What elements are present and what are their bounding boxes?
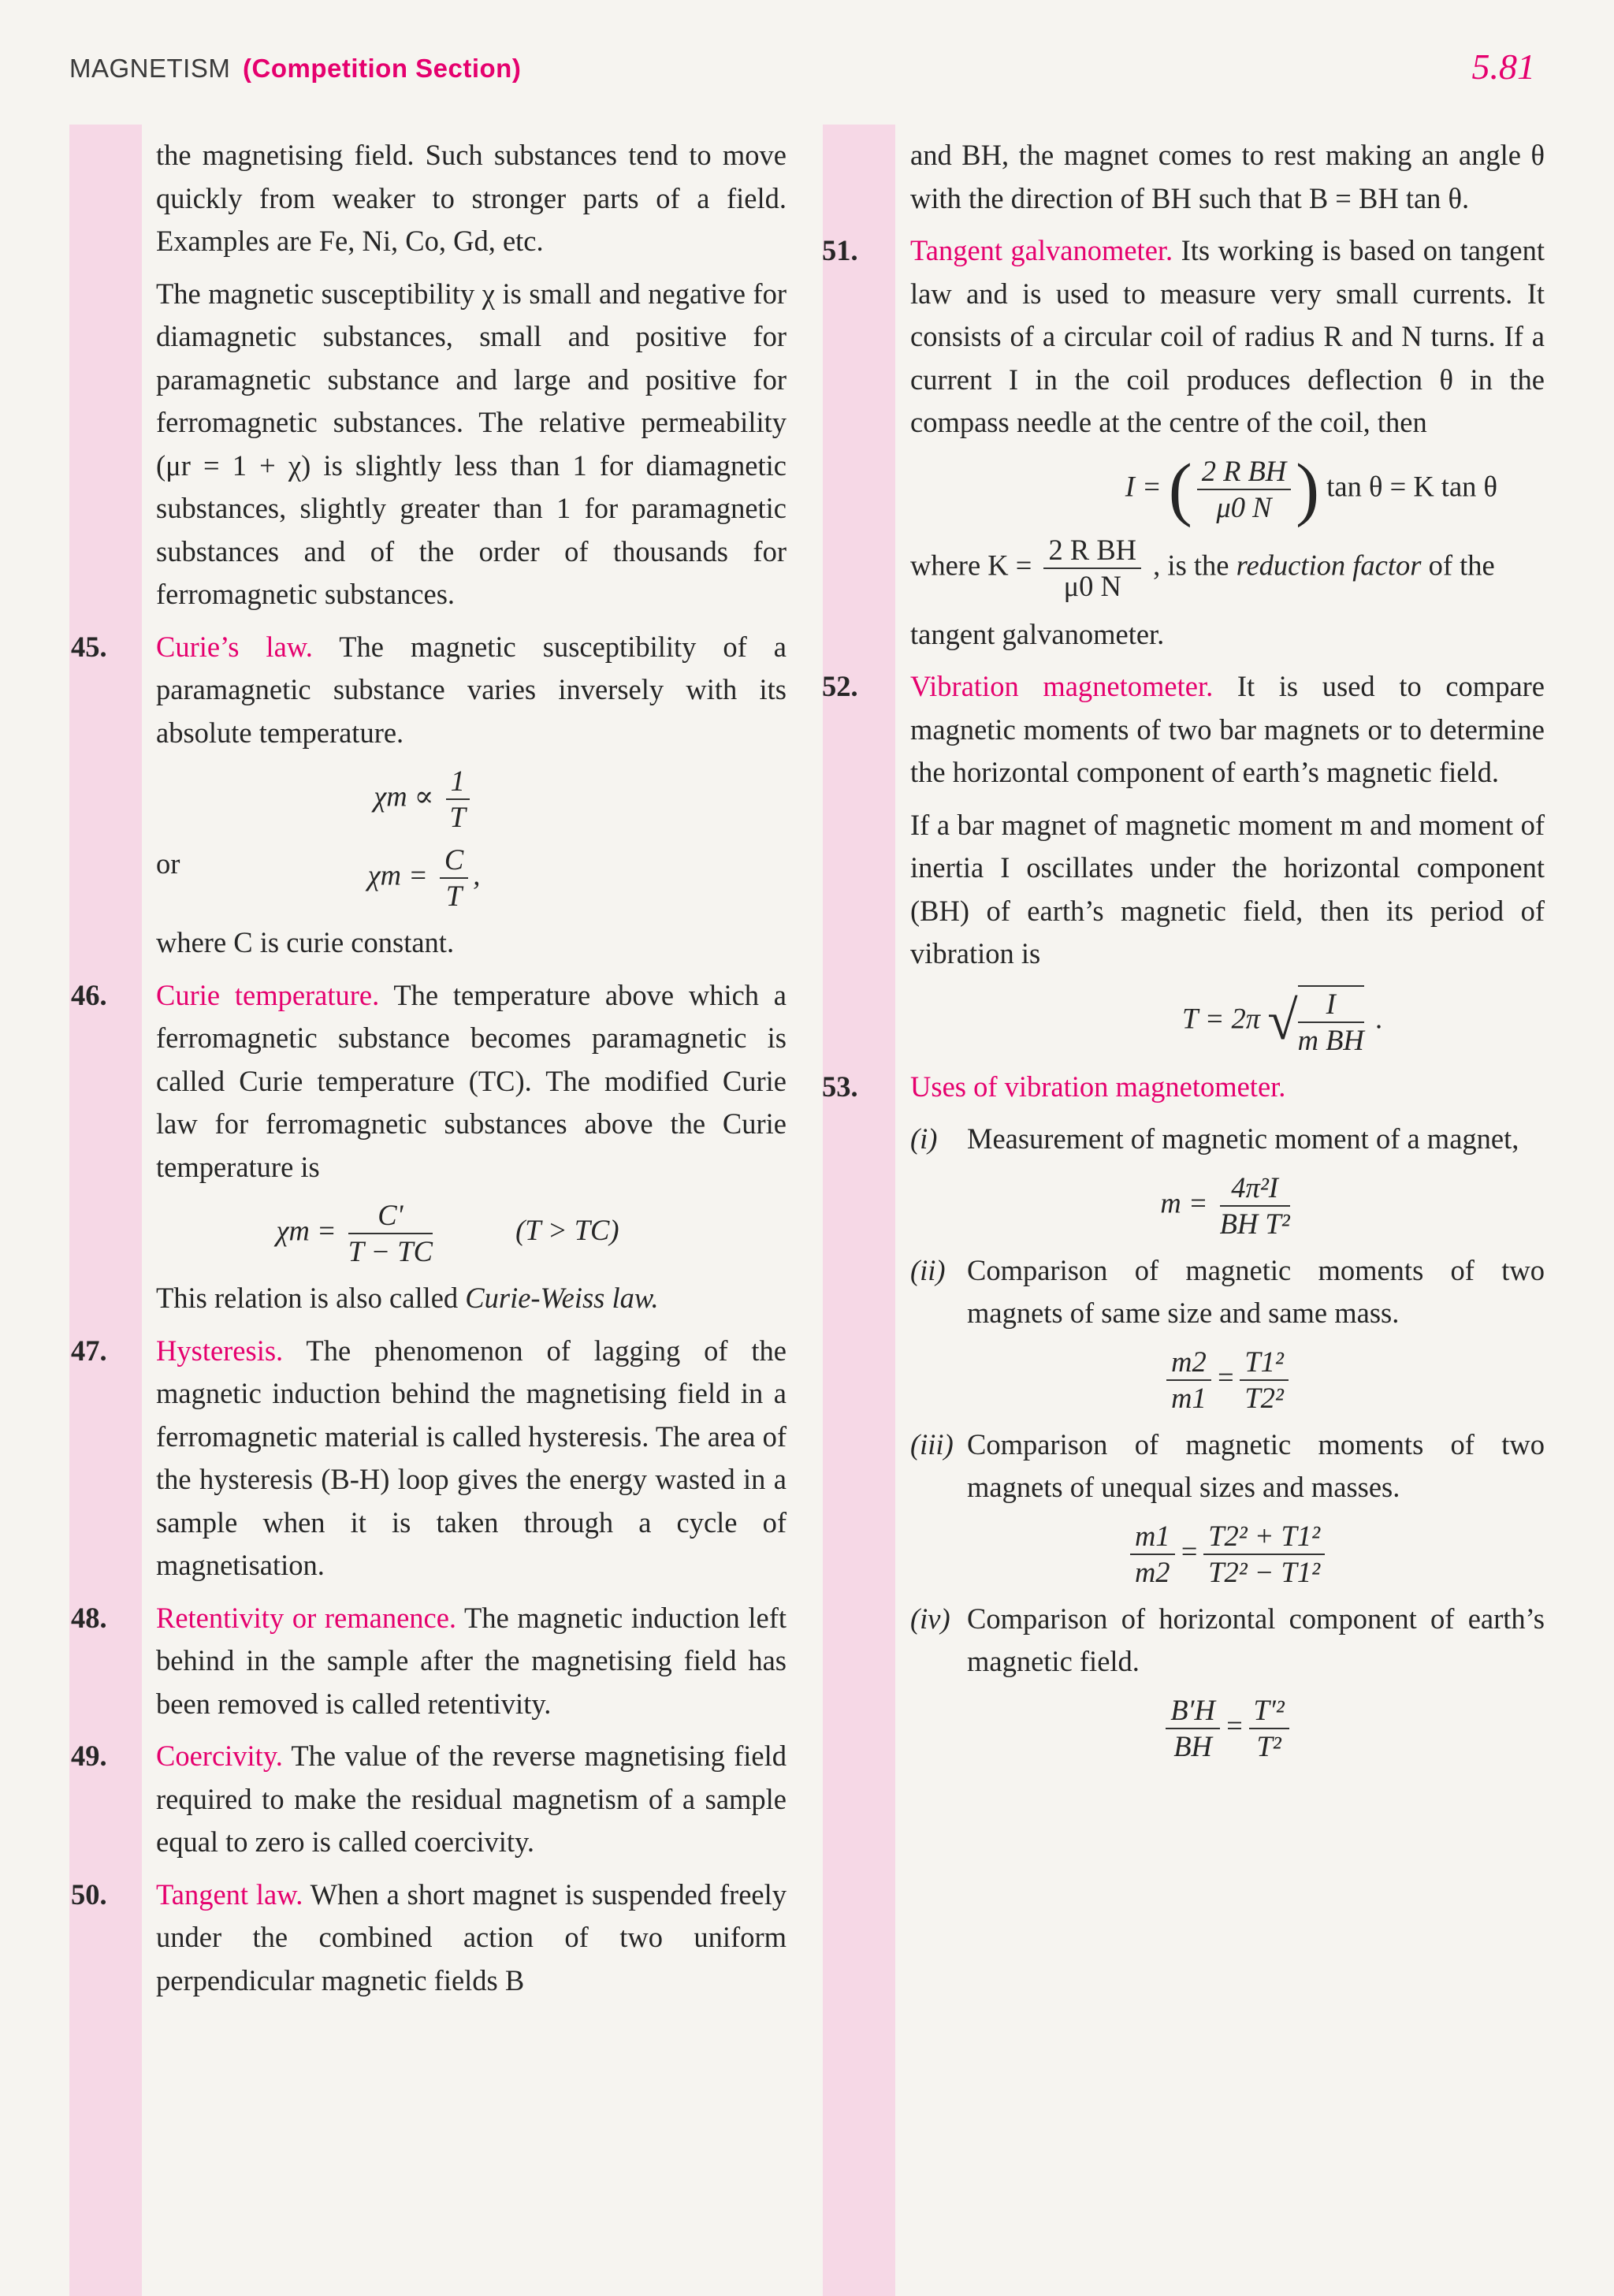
roman-numeral: (iii)	[910, 1427, 954, 1461]
use-text: Measurement of magnetic moment of a magnet,	[967, 1122, 1519, 1155]
use-1	[910, 1118, 1545, 1161]
eq-lhs: χm ∝	[374, 780, 434, 813]
item-number: 52.	[822, 670, 858, 702]
item-number: 49.	[71, 1740, 107, 1772]
equals-sign: =	[1224, 1708, 1244, 1741]
item-text: The value of the reverse magnetising field required to make the residual magnetism of a sample equal to zero is called coercivity.	[156, 1740, 787, 1858]
item-number: 46.	[71, 978, 107, 1011]
item-45	[71, 626, 787, 755]
paragraph-intro: the magnetising field. Such substances tend to move quickly from weaker to stronger parts of a field. Examples are Fe, Ni, Co, Gd, etc.	[156, 139, 787, 257]
equation-moment-ratio-unequal	[910, 1519, 1545, 1590]
right-paren: )	[1296, 449, 1320, 528]
numerator: T′²	[1249, 1693, 1289, 1729]
item-48	[71, 1597, 787, 1726]
equation-moment-ratio-same	[910, 1345, 1545, 1416]
item-51	[822, 229, 1545, 445]
fraction	[1043, 533, 1141, 604]
item-text: The magnetic susceptibility of a paramagnetic substance varies inversely with its absolute temperature.	[156, 630, 787, 749]
reduction-factor-term: reduction factor	[1236, 548, 1422, 581]
reduction-factor-end: tangent galvanometer.	[910, 617, 1165, 650]
denominator: T	[449, 801, 466, 833]
numerator: T1²	[1240, 1345, 1289, 1381]
equation-curie-law: or χm = $\frac{C}{T}$ ,	[156, 843, 481, 912]
item-term: Curie’s law.	[156, 630, 313, 663]
item-text: The temperature above which a ferromagnetic substance becomes paramagnetic is called Curie temperature (TC). The modified Curie law for ferromagnetic substances above the Curie temperature is	[156, 978, 787, 1183]
item-term: Vibration magnetometer.	[910, 670, 1214, 702]
item-49	[71, 1735, 787, 1864]
item-47	[71, 1330, 787, 1587]
fraction-left	[1166, 1345, 1211, 1416]
roman-numeral: (i)	[910, 1122, 938, 1155]
use-text: Comparison of magnetic moments of two magnets of same size and same mass.	[967, 1253, 1545, 1329]
denominator: μ0 N	[1216, 490, 1272, 523]
or-label: or	[156, 847, 180, 880]
numerator: 4π²I	[1220, 1170, 1290, 1207]
eq-rhs: tan θ = K tan θ	[1326, 469, 1497, 502]
equation-curie-weiss	[109, 1198, 787, 1269]
denominator: T2² − T1²	[1208, 1555, 1321, 1588]
fraction	[446, 764, 470, 835]
item-46	[71, 974, 787, 1189]
item-term: Tangent law.	[156, 1877, 303, 1911]
numerator: 2 R BH	[1197, 454, 1291, 490]
numerator: C'	[348, 1198, 433, 1234]
fraction	[1197, 454, 1291, 525]
denominator: T2²	[1244, 1381, 1284, 1414]
right-column	[822, 134, 1545, 1772]
item-number: 53.	[822, 1070, 858, 1103]
fraction-right	[1249, 1693, 1289, 1764]
item-term: Uses of vibration magnetometer.	[910, 1070, 1286, 1103]
item-term: Curie temperature.	[156, 978, 380, 1011]
item-term: Tangent galvanometer.	[910, 234, 1173, 266]
item-term: Coercivity.	[156, 1740, 283, 1772]
chapter-title: MAGNETISM	[69, 54, 231, 83]
paragraph-52b: If a bar magnet of magnetic moment m and moment of inertia I oscillates under the horizontal component (BH) of earth’s magnetic field, then its period of vibration is	[910, 808, 1545, 969]
use-text: Comparison of magnetic moments of two magnets of unequal sizes and masses.	[967, 1427, 1545, 1503]
denominator: T − TC	[348, 1235, 433, 1267]
note-text: This relation is also called	[156, 1282, 459, 1314]
item-text: When a short magnet is suspended freely under the combined action of two uniform perpendicular magnetic fields B	[156, 1877, 787, 1996]
item-number: 48.	[71, 1601, 107, 1634]
left-column	[71, 134, 787, 2011]
paragraph-susceptibility: The magnetic susceptibility χ is small and negative for diamagnetic substances, small and positive for paramagnetic substance and large and positive for ferromagnetic substances. The relative permeability (μr = 1 + χ) is slightly less than 1 for diamagnetic substances, slightly greater than 1 for paramagnetic substances and of the order of thousands for ferromagnetic substances.	[156, 277, 787, 610]
fraction	[348, 1198, 433, 1269]
page-number: 5.81	[1471, 47, 1535, 87]
use-2	[910, 1249, 1545, 1335]
is-text: , is the	[1153, 548, 1229, 581]
item-53	[822, 1066, 1545, 1109]
item-number: 45.	[71, 630, 107, 663]
eq-lhs: T = 2π	[1182, 1001, 1261, 1034]
numerator: 1	[446, 764, 470, 800]
eq-lhs: m =	[1160, 1185, 1208, 1219]
item-text: The phenomenon of lagging of the magnetic induction behind the magnetising field in a ferromagnetic material is called hysteresis. The area of the hysteresis (B-H) loop gives the energy wasted in a sample when it is taken through a cycle of magnetisation.	[156, 1334, 787, 1581]
denominator: BH	[1173, 1729, 1212, 1762]
use-text: Comparison of horizontal component of earth’s magnetic field.	[967, 1602, 1545, 1677]
denominator: m BH	[1297, 1023, 1364, 1056]
roman-numeral: (iv)	[910, 1602, 950, 1635]
numerator: m2	[1166, 1345, 1211, 1381]
fraction-left	[1130, 1519, 1175, 1590]
item-term: Retentivity or remanence.	[156, 1601, 457, 1634]
fraction-right	[1203, 1519, 1325, 1590]
item-text: The magnetic induction left behind in the sample after the magnetising field has been removed is called retentivity.	[156, 1601, 787, 1720]
numerator: C	[440, 843, 468, 879]
running-header	[69, 54, 521, 84]
denominator: m2	[1134, 1555, 1170, 1588]
eq-lhs: χm =	[276, 1214, 337, 1247]
denominator: μ0 N	[1063, 569, 1121, 602]
roman-numeral: (ii)	[910, 1253, 946, 1286]
left-paren: (	[1168, 449, 1192, 528]
equals-sign: =	[1179, 1534, 1199, 1567]
use-3	[910, 1423, 1545, 1509]
denominator: T	[445, 880, 463, 912]
numerator: m1	[1130, 1519, 1175, 1555]
note-term: Curie-Weiss law.	[465, 1282, 659, 1314]
curie-constant-note: where C is curie constant.	[156, 926, 455, 958]
use-4	[910, 1598, 1545, 1684]
equation-horizontal-component-ratio	[910, 1693, 1545, 1764]
fraction-right	[1240, 1345, 1289, 1416]
section-title: (Competition Section)	[243, 54, 522, 83]
fraction	[440, 843, 468, 914]
denominator: BH T²	[1219, 1207, 1290, 1240]
reduction-factor-line	[910, 533, 1545, 604]
tail-text: of the	[1428, 548, 1495, 581]
item-text: Its working is based on tangent law and is used to measure very small currents. It consists of a circular coil of radius R and N turns. If a current I in the coil produces deflection θ in the compass needle at the centre of the coil, then	[910, 234, 1545, 438]
numerator: I	[1298, 987, 1364, 1023]
eq-lhs: I =	[1125, 469, 1162, 502]
denominator: m1	[1171, 1381, 1207, 1414]
sqrt-sign: √	[1267, 990, 1298, 1051]
eq-condition: (T > TC)	[515, 1214, 619, 1247]
curie-weiss-note	[156, 1277, 787, 1320]
fraction-left	[1166, 1693, 1220, 1764]
equation-magnetic-moment	[910, 1170, 1545, 1241]
item-term: Hysteresis.	[156, 1334, 284, 1367]
equation-period-of-vibration: T = 2π √ $\frac{I}{\text{m BH}}$ .	[1021, 985, 1545, 1058]
equation-curie-proportional	[61, 764, 787, 835]
fraction	[1298, 985, 1364, 1058]
eq-lhs: χm =	[367, 858, 428, 891]
denominator: T²	[1256, 1729, 1281, 1762]
paragraph-50-continued: and BH, the magnet comes to rest making an angle θ with the direction of BH such that B = BH tan θ.	[910, 139, 1545, 214]
item-number: 47.	[71, 1334, 107, 1367]
item-number: 51.	[822, 234, 858, 266]
item-50	[71, 1874, 787, 2003]
equation-tangent-galvanometer	[910, 449, 1497, 528]
right-margin-band	[823, 125, 895, 2296]
fraction	[1220, 1170, 1290, 1241]
numerator: T2² + T1²	[1203, 1519, 1325, 1555]
equals-sign: =	[1215, 1360, 1236, 1393]
numerator: B′H	[1166, 1693, 1220, 1729]
item-text: It is used to compare magnetic moments of two bar magnets or to determine the horizontal component of earth’s magnetic field.	[910, 670, 1545, 788]
where-label: where K =	[910, 548, 1032, 581]
item-52	[822, 665, 1545, 794]
numerator: 2 R BH	[1043, 533, 1141, 569]
item-number: 50.	[71, 1877, 107, 1911]
